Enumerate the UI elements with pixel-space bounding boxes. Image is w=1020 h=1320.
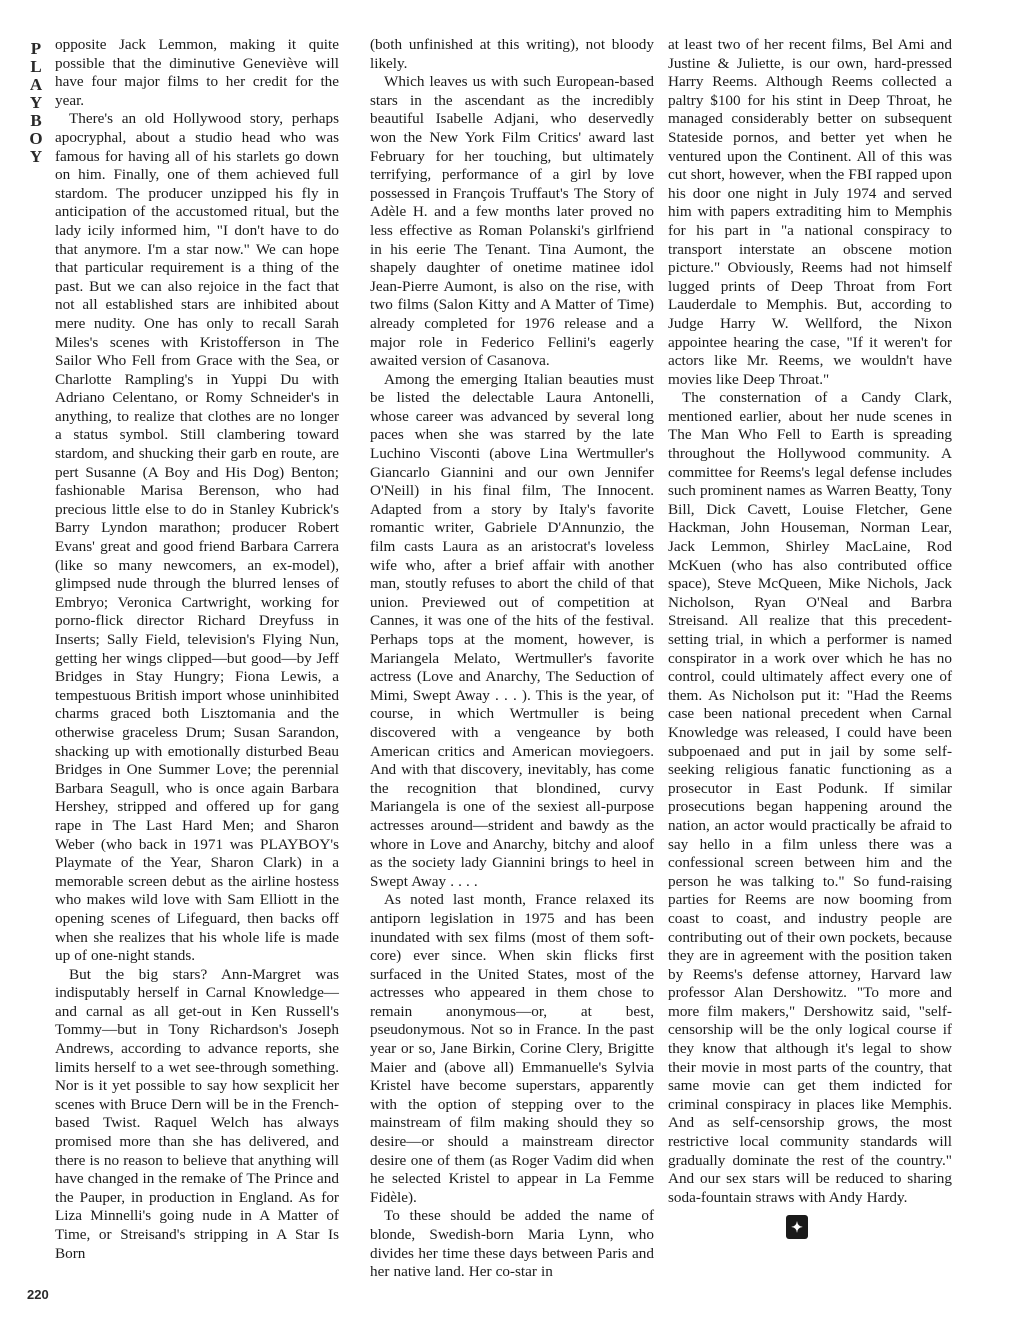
paragraph: As noted last month, France relaxed its antiporn legislation in 1975 and has been inundated with sex films (most of them soft-core) ever since. When skin flicks first surfaced in the United States, most of the actresses who appeared in them chose to remain anonymous—or, at best, pseudonymous. Not so in France. In the past year or so, Jane Birkin, Corine Clery, Brigitte Maier and (above all) Emmanuelle's Sylvia Kristel have become superstars, apparently with the option of stepping over to the mainstream of film making should they so desire—or should a mainstream director desire one of them (as Roger Vadim did when he selected Kristel to appear in La Femme Fidèle).: [370, 891, 654, 1206]
masthead-vertical: [26, 40, 46, 166]
masthead-letter: A: [29, 75, 43, 94]
masthead-letter: O: [29, 129, 43, 148]
rabbit-head-end-mark-icon: ✦: [786, 1215, 808, 1239]
masthead-letter: Y: [29, 147, 43, 166]
masthead-letter: P: [30, 39, 42, 58]
paragraph: But the big stars? Ann-Margret was indisputably herself in Carnal Knowledge—and carnal as all get-out in Ken Russell's Tommy—but in Tony Richardson's Joseph Andrews, according to advance reports, she limits herself to a wet see-through something. Nor is it yet possible to say how sexplicit her scenes with Bruce Dern will be in the French-based Twist. Raquel Welch has always promised more than she has delivered, and there is no reason to believe that anything will have changed in the remake of The Prince and the Pauper, in production in England. As for Liza Minnelli's going nude in A Matter of Time, or Streisand's stripping in A Star Is Born: [55, 965, 339, 1262]
paragraph: (both unfinished at this writing), not bloody likely.: [370, 36, 654, 72]
text-column-2: [370, 36, 654, 1282]
masthead-letter: L: [30, 57, 42, 76]
paragraph: There's an old Hollywood story, perhaps apocryphal, about a studio head who was famous for having all of his starlets go down on him. Finally, one of them achieved full stardom. The producer unzipped his fly in anticipation of the accustomed ritual, but the lady icily informed him, "I don't have to do that anymore. I'm a star now." We can hope that particular requirement is a thing of the past. But we can also rejoice in the fact that not all established stars are inhibited about mere nudity. One has only to recall Sarah Miles's scenes with Kristofferson in The Sailor Who Fell from Grace with the Sea, or Charlotte Rampling's in Yuppi Du with Adriano Celentano, or Romy Schneider's in anything, to realize that clothes are no longer a status symbol. Still clambering toward stardom, and shucking their garb en route, are pert Susanne (A Boy and His Dog) Benton; fashionable Marisa Berenson, who had precious little else to do in Stanley Kubrick's Barry Lyndon marathon; producer Robert Evans' great and good friend Barbara Carrera (like so many newcomers, an ex-model), glimpsed nude through the blurred lenses of Embryo; Veronica Cartwright, working for porno-flick director Richard Dreyfuss in Inserts; Sally Field, television's Flying Nun, getting her wings clipped—but good—by Jeff Bridges in Stay Hungry; Fiona Lewis, a tempestuous British import whose uninhibited charms graced both Lisztomania and the otherwise graceless Drum; Susan Sarandon, shacking up with emotionally disturbed Beau Bridges in One Summer Love; the perennial Barbara Seagull, who is once again Barbara Hershey, stripped and offered up for gang rape in The Last Hard Men; and Sharon Weber (who back in 1971 was PLAYBOY's Playmate of the Year, Sharon Clark) in a memorable screen debut as the airline hostess who makes wild love with Sam Elliott in the opening scenes of Lifeguard, then backs off when she realizes that his whole life is made up of one-night stands.: [55, 110, 339, 965]
paragraph: The consternation of a Candy Clark, mentioned earlier, about her nude scenes in The Man Who Fell to Earth is spreading throughout the Hollywood community. A committee for Reems's legal defense includes such prominent names as Warren Beatty, Tony Bill, Dick Cavett, Louise Fletcher, Gene Hackman, John Houseman, Norman Lear, Jack Lemmon, Shirley MacLaine, Rod McKuen (who has also contributed office space), Steve McQueen, Mike Nichols, Jack Nicholson, Ryan O'Neal and Barbra Streisand. All realize that this precedent-setting trial, in which a performer is named conspirator in a work over which he has no control, could ultimately affect every one of them. As Nicholson put it: "Had the Reems case been national precedent when Carnal Knowledge was released, I could have been subpoenaed and put in jail by some self-seeking religious fanatic functioning as a prosecutor in East Podunk. If similar prosecutions began happening around the nation, an actor would practically be afraid to say hello in a film unless there was a confessional screen between him and the person he was talking to." So fund-raising parties for Reems are now booming from coast to coast, and industry people are contributing out of their own pockets, because they are in agreement with the position taken by Reems's defense attorney, Harvard law professor Alan Dershowitz. "To more and more film makers," Dershowitz said, "self-censorship will be the only logical course if they know that although it's legal to show their movie in most parts of the country, that same movie can get them indicted for criminal conspiracy in places like Memphis. And as self-censorship grows, the most restrictive local community standards will gradually dominate the rest of the country." And our sex stars will be reduced to sharing soda-fountain straws with Andy Hardy.: [668, 389, 952, 1206]
masthead-letter: Y: [29, 93, 43, 112]
paragraph: Among the emerging Italian beauties must be listed the delectable Laura Antonelli, whose career was advanced by several long paces when she was starred by the late Luchino Visconti (above Lina Wertmuller's Giancarlo Giannini and our own Jennifer O'Neill) in his final film, The Innocent. Adapted from a story by Italy's favorite romantic writer, Gabriele D'Annunzio, the film casts Laura as an aristocrat's loveless wife who, after a brief affair with another man, stoutly refuses to abort the child of that union. Previewed out of competition at Cannes, it was one of the hits of the festival. Perhaps tops at the moment, however, is Mariangela Melato, Wertmuller's favorite actress (Love and Anarchy, The Seduction of Mimi, Swept Away . . . ). This is the year, of course, in which Wertmuller is being discovered with a vengeance by both American critics and American moviegoers. And with that discovery, inevitably, has come the recognition that blondined, curvy Mariangela is one of the sexiest all-purpose actresses around—strident and bawdy as the whore in Love and Anarchy, bitchy and aloof as the society lady Giannini brings to heel in Swept Away . . . .: [370, 370, 654, 890]
masthead-letter: B: [30, 111, 42, 130]
paragraph: Which leaves us with such European-based stars in the ascendant as the incredibly beautiful Isabelle Adjani, who deservedly won the New York Film Critics' award last February for her touching, but ultimately terrifying, performance of a girl by love possessed in François Truffaut's The Story of Adèle H. and a few months later proved no less effective as Roman Polanski's girlfriend in his eerie The Tenant. Tina Aumont, the shapely daughter of onetime matinee idol Jean-Pierre Aumont, is also on the rise, with two films (Salon Kitty and A Matter of Time) already completed for 1976 release and a major role in Federico Fellini's eagerly awaited version of Casanova.: [370, 73, 654, 370]
text-column-1: [55, 36, 339, 1263]
page-number: 220: [27, 1287, 49, 1302]
paragraph: opposite Jack Lemmon, making it quite possible that the diminutive Geneviève will have four major films to her credit for the year.: [55, 36, 339, 109]
end-mark-wrapper: [668, 1207, 952, 1239]
paragraph: To these should be added the name of blonde, Swedish-born Maria Lynn, who divides her time these days between Paris and her native land. Her co-star in: [370, 1207, 654, 1281]
paragraph: at least two of her recent films, Bel Ami and Justine & Juliette, is our own, hard-pressed Harry Reems. Although Reems collected a paltry $100 for his stint in Deep Throat, he managed considerably better on subsequent Stateside pornos, and better yet when he ventured upon the Continent. All of this was cut short, however, when the FBI rapped upon his door one night in July 1974 and served him with papers extraditing him to Memphis for his part in "a national conspiracy to transport interstate an obscene motion picture." Obviously, Reems had not himself lugged prints of Deep Throat from Fort Lauderdale to Memphis. But, according to Judge Harry W. Wellford, the Nixon appointee hearing the case, "If it weren't for actors like Mr. Reems, we wouldn't have movies like Deep Throat.": [668, 36, 952, 388]
text-column-3: [668, 36, 952, 1239]
